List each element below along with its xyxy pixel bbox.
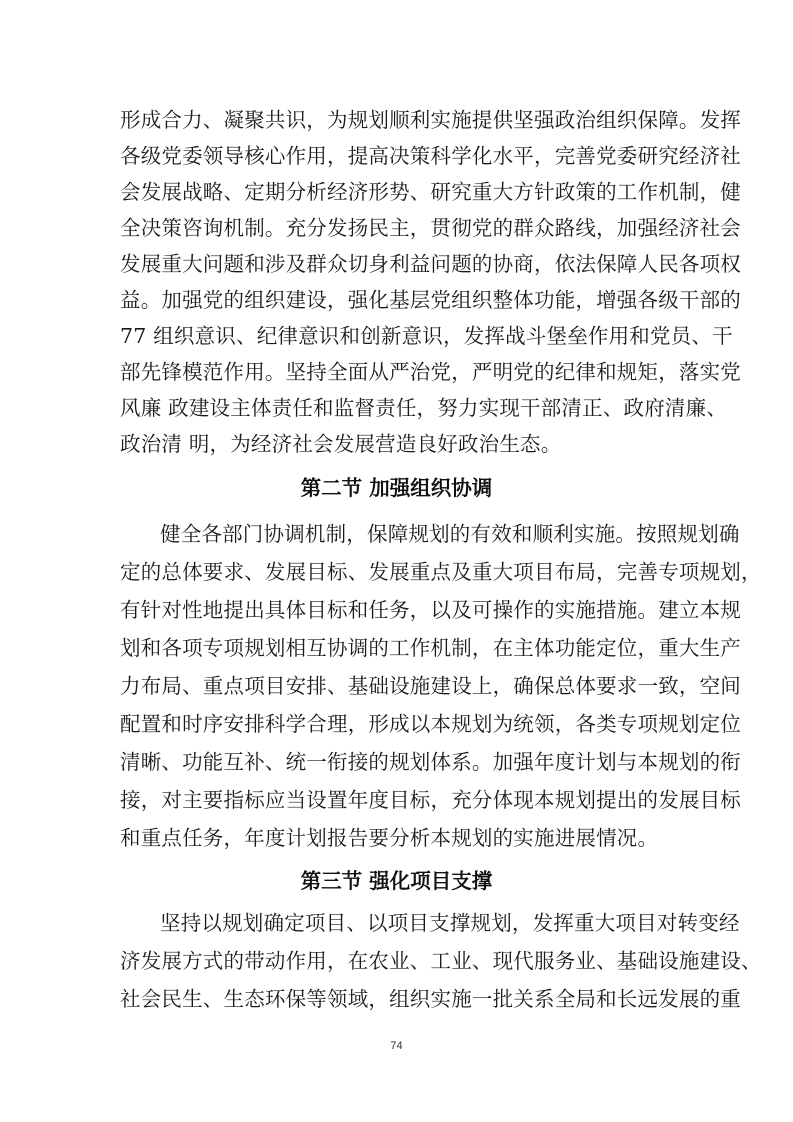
paragraph-line: 全决策咨询机制。充分发扬民主，贯彻党的群众路线，加强经济社会: [120, 216, 741, 240]
paragraph-line: 政治清 明，为经济社会发展营造良好政治生态。: [120, 432, 562, 456]
paragraph-line: 划和各项专项规划相互协调的工作机制，在主体功能定位，重大生产: [120, 636, 741, 660]
paragraph-line: 配置和时序安排科学合理，形成以本规划为统领，各类专项规划定位: [120, 712, 741, 736]
paragraph-line: 健全各部门协调机制，保障规划的有效和顺利实施。按照规划确: [160, 522, 740, 546]
paragraph-line: 接，对主要指标应当设置年度目标，充分体现本规划提出的发展目标: [120, 788, 741, 812]
paragraph-line: 77 组织意识、纪律意识和创新意识，发挥战斗堡垒作用和党员、干: [120, 324, 733, 348]
section-heading-2: 第二节 加强组织协调: [300, 476, 493, 500]
paragraph-line: 定的总体要求、发展目标、发展重点及重大项目布局，完善专项规划，: [120, 560, 762, 584]
paragraph-line: 益。加强党的组织建设，强化基层党组织整体功能，增强各级干部的: [120, 288, 741, 312]
paragraph-line: 部先锋模范作用。坚持全面从严治党，严明党的纪律和规矩，落实党: [120, 360, 741, 384]
paragraph-line: 力布局、重点项目安排、基础设施建设上，确保总体要求一致，空间: [120, 674, 741, 698]
page-number: 74: [390, 1040, 403, 1052]
paragraph-line: 济发展方式的带动作用，在农业、工业、现代服务业、基础设施建设、: [120, 949, 762, 973]
paragraph-line: 会发展战略、定期分析经济形势、研究重大方针政策的工作机制，健: [120, 180, 741, 204]
paragraph-line: 清晰、功能互补、统一衔接的规划体系。加强年度计划与本规划的衔: [120, 750, 741, 774]
paragraph-line: 形成合力、凝聚共识，为规划顺利实施提供坚强政治组织保障。发挥: [120, 108, 741, 132]
paragraph-line: 有针对性地提出具体目标和任务，以及可操作的实施措施。建立本规: [120, 598, 741, 622]
paragraph-line: 风廉 政建设主体责任和监督责任，努力实现干部清正、政府清廉、: [120, 396, 728, 420]
paragraph-line: 坚持以规划确定项目、以项目支撑规划，发挥重大项目对转变经: [160, 911, 740, 935]
paragraph-line: 和重点任务，年度计划报告要分析本规划的实施进展情况。: [120, 826, 659, 850]
paragraph-line: 社会民生、生态环保等领域，组织实施一批关系全局和长远发展的重: [120, 987, 741, 1011]
paragraph-line: 各级党委领导核心作用，提高决策科学化水平，完善党委研究经济社: [120, 144, 741, 168]
paragraph-line: 发展重大问题和涉及群众切身利益问题的协商，依法保障人民各项权: [120, 252, 741, 276]
section-heading-3: 第三节 强化项目支撑: [300, 869, 493, 893]
